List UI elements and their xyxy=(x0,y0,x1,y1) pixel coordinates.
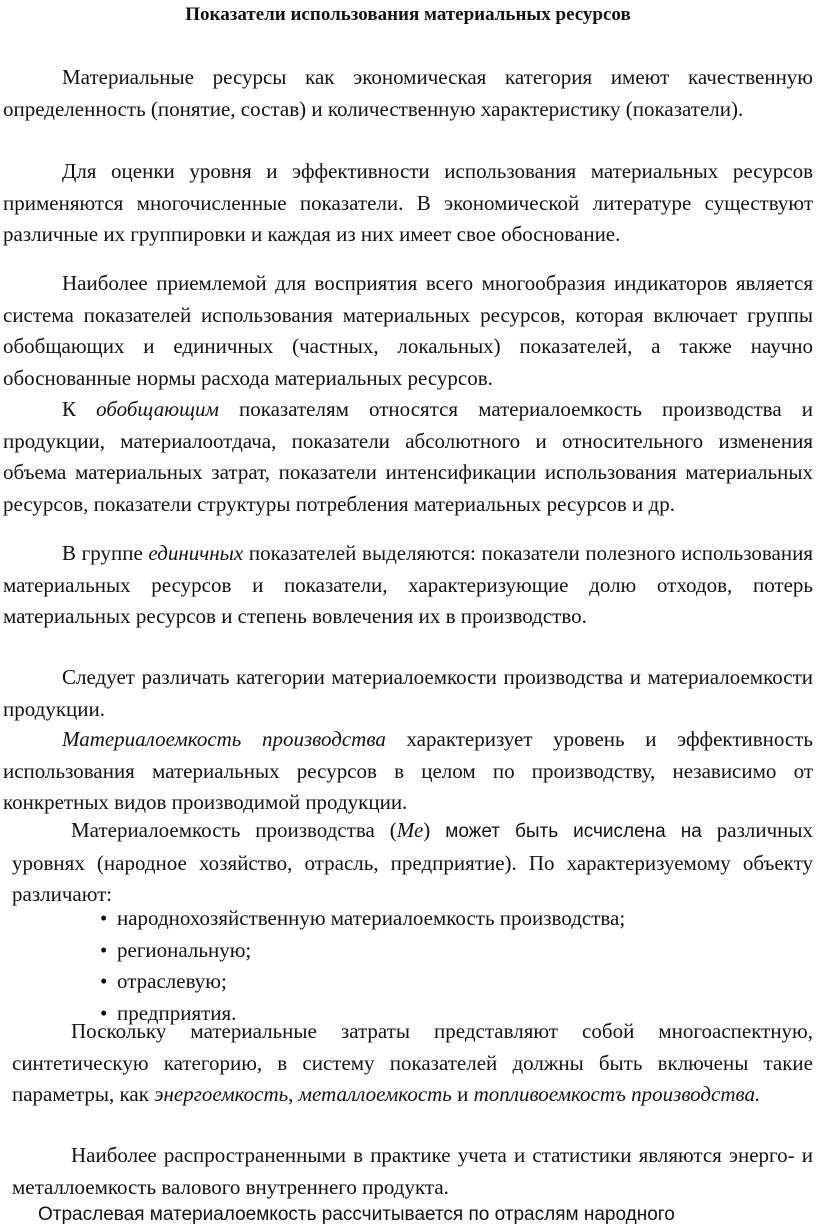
paragraph-6: Следует различать категории материалоемкости производства и материалоемкости продукции. xyxy=(3,665,813,721)
paragraph-7-emphasis: Материалоемкость производства xyxy=(62,727,386,751)
bullet-item: • народнохозяйственную материалоемкость производства; xyxy=(100,903,625,935)
document-title: Показатели использования материальных ресурсов xyxy=(185,4,631,25)
paragraph-4-rest: показателям относятся материалоемкость производства и продукции, материалоотдача, показатели абсолютного и относительного изменения объема материальных затрат, показатели интенсификации использования материальных ресурсов, показатели структуры потребления материальных ресурсов и др. xyxy=(3,397,813,516)
paragraph-11: Отраслевая материалоемкость рассчитывается по отраслям народного xyxy=(38,1204,675,1225)
bullet-item: • отраслевую; xyxy=(100,966,625,998)
paragraph-8-close: ) xyxy=(423,818,446,842)
paragraph-4-lead: К xyxy=(62,397,97,421)
paragraph-7 xyxy=(3,724,813,819)
paragraph-9-emphasis-2: топливоемкостъ производства. xyxy=(473,1082,761,1106)
paragraph-9 xyxy=(12,1016,813,1111)
paragraph-8 xyxy=(12,815,813,911)
bullet-item: • предприятия. xyxy=(100,998,625,1030)
paragraph-3 xyxy=(3,268,813,394)
paragraph-5 xyxy=(3,538,813,633)
paragraph-5-lead: В группе xyxy=(62,541,149,565)
paragraph-4-emphasis: обобщающим xyxy=(96,397,219,421)
paragraph-2: Для оценки уровня и эффективности использования материальных ресурсов применяются многочисленные показатели. В экономической литературе существуют различные их группировки и каждая из них имеет свое обоснование. xyxy=(3,159,813,246)
paragraph-5-rest: показателей выделяются: показатели полезного использования материальных ресурсов и показатели, характеризующие долю отходов, потерь материальных ресурсов и степень вовлечения их в производство. xyxy=(3,541,813,628)
paragraph-8-sans: может быть исчислена на xyxy=(445,821,702,842)
paragraph-10: Наиболее распространенными в практике учета и статистики являются энерго- и металлоемкость валового внутреннего продукта. xyxy=(12,1143,813,1199)
paragraph-9-lead: Поскольку материальные затраты представляют собой многоаспектную, синтетическую категорию, в систему показателей должны быть включены такие параметры, как xyxy=(12,1019,813,1106)
paragraph-8-symbol: Ме xyxy=(396,818,424,842)
paragraph-7-rest: характеризует уровень и эффективность использования материальных ресурсов в целом по производству, независимо от конкретных видов производимой продукции. xyxy=(3,727,813,814)
paragraph-3-text: Наиболее приемлемой для восприятия всего многообразия индикаторов является система показателей использования материальных ресурсов, которая включает группы обобщающих и единичных (частных, локальных) показателей, а также научно обоснованные нормы расхода материальных ресурсов. xyxy=(3,271,813,390)
paragraph-1: Материальные ресурсы как экономическая категория имеют качественную определенность (понятие, состав) и количественную характеристику (показатели). xyxy=(3,65,813,121)
paragraph-9-mid: и xyxy=(451,1082,474,1106)
paragraph-8-rest: различных уровнях (народное хозяйство, отрасль, предприятие). По характеризуемому объекту различают: xyxy=(12,818,813,906)
object-bullet-list xyxy=(100,903,625,1029)
paragraph-5-emphasis: единичных xyxy=(148,541,244,565)
paragraph-4 xyxy=(3,394,813,520)
paragraph-8-lead: Материалоемкость производства ( xyxy=(71,818,397,842)
paragraph-9-emphasis-1: энергоемкость, металлоемкость xyxy=(154,1082,452,1106)
bullet-item: • региональную; xyxy=(100,935,625,967)
